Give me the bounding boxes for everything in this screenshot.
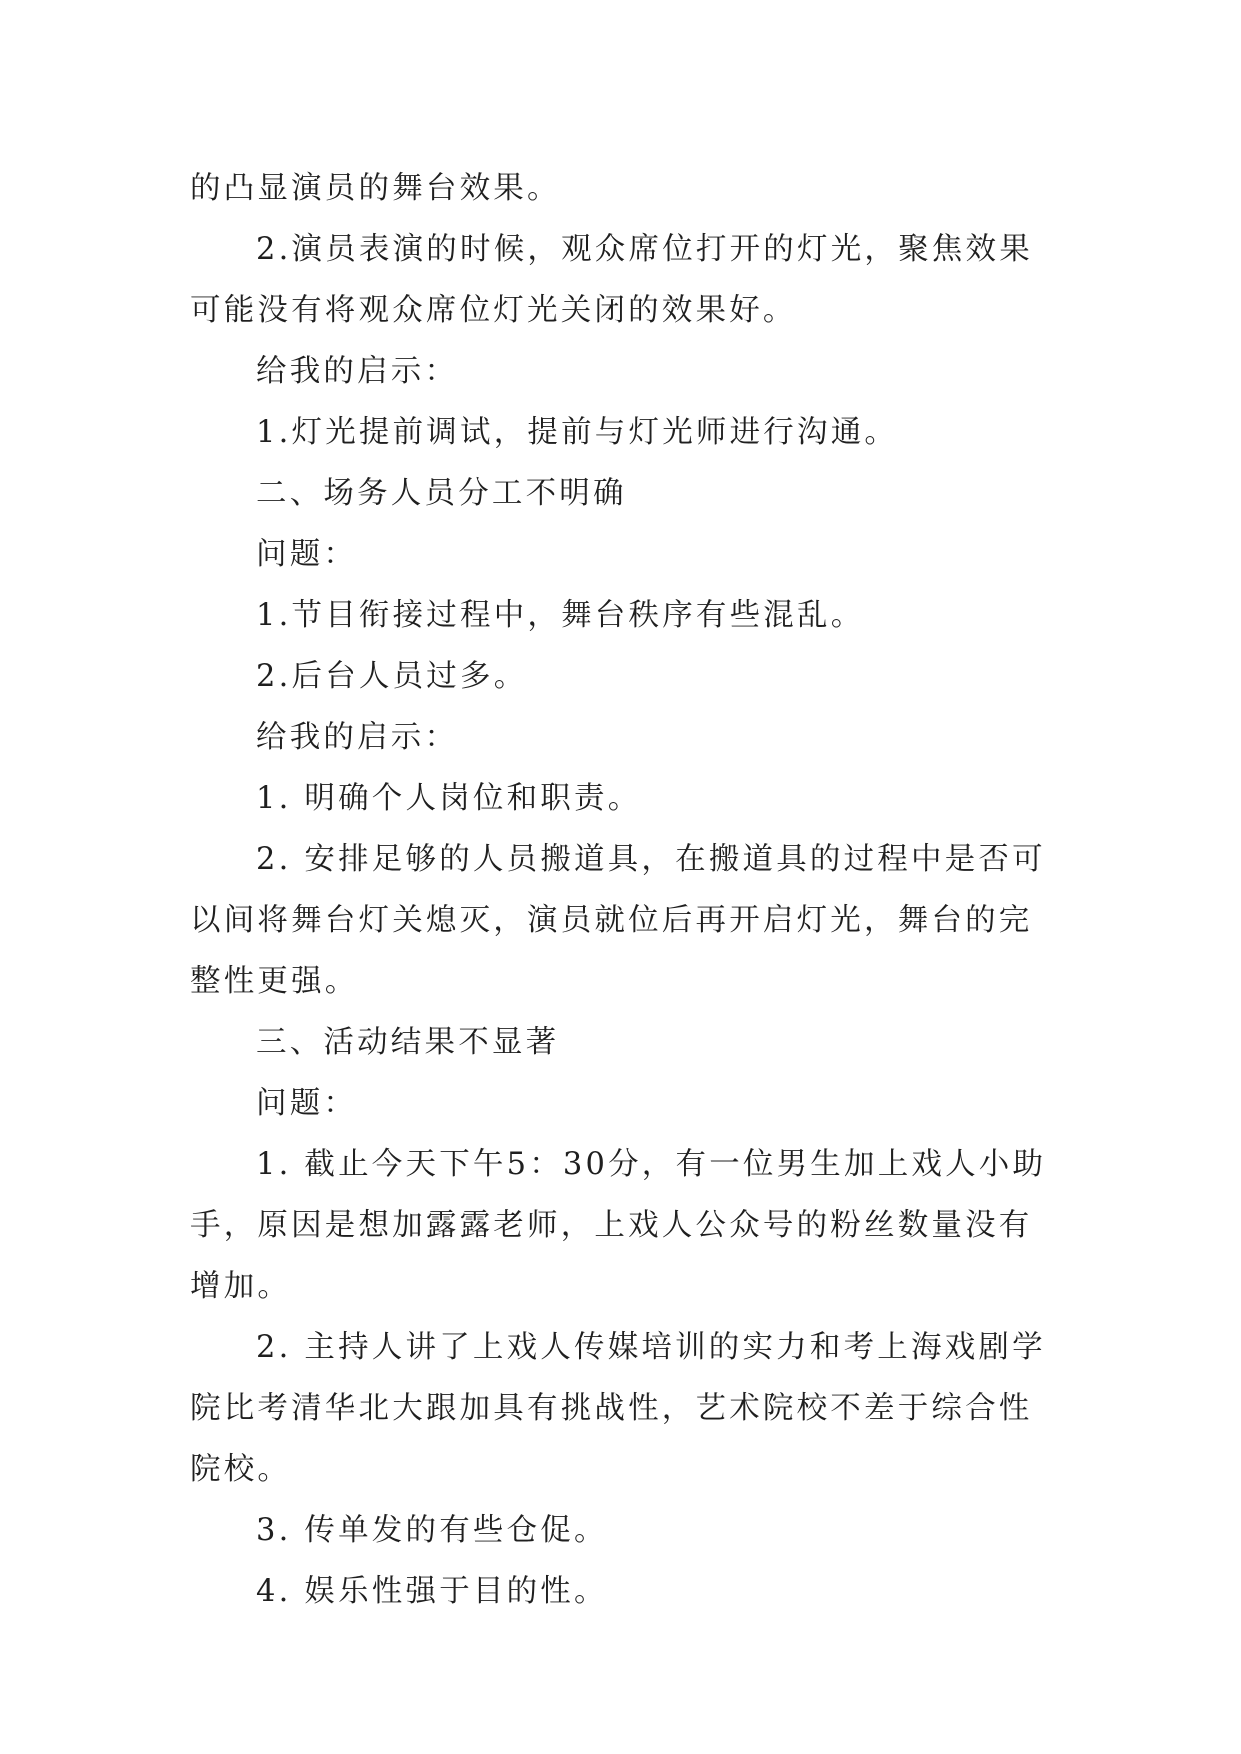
paragraph: 给我的启示： — [256, 720, 459, 755]
paragraph: 1. 明确个人岗位和职责。 — [256, 781, 642, 816]
paragraph: 2. 主持人讲了上戏人传媒培训的实力和考上海戏剧学院比考清华北大跟加具有挑战性，艺术院校不差于综合性院校。 — [190, 1330, 1046, 1487]
paragraph: 2.后台人员过多。 — [256, 659, 528, 694]
paragraph: 3. 传单发的有些仓促。 — [256, 1513, 608, 1548]
paragraph: 2.演员表演的时候，观众席位打开的灯光，聚焦效果可能没有将观众席位灯光关闭的效果好。 — [190, 232, 1033, 328]
paragraph: 的凸显演员的舞台效果。 — [190, 171, 561, 206]
paragraph: 4. 娱乐性强于目的性。 — [256, 1574, 608, 1609]
paragraph: 1. 截止今天下午5：30分，有一位男生加上戏人小助手，原因是想加露露老师，上戏人公众号的粉丝数量没有增加。 — [190, 1147, 1047, 1304]
paragraph: 问题： — [256, 1086, 358, 1121]
paragraph: 问题： — [256, 537, 358, 572]
section-heading: 三、活动结果不显著 — [256, 1025, 560, 1060]
section-heading: 二、场务人员分工不明确 — [256, 476, 627, 511]
paragraph: 1.节目衔接过程中，舞台秩序有些混乱。 — [256, 598, 865, 633]
paragraph: 2. 安排足够的人员搬道具，在搬道具的过程中是否可以间将舞台灯关熄灭，演员就位后再开启灯光，舞台的完整性更强。 — [190, 842, 1046, 999]
document-body — [190, 158, 1060, 1622]
paragraph: 给我的启示： — [256, 354, 459, 389]
paragraph: 1.灯光提前调试，提前与灯光师进行沟通。 — [256, 415, 899, 450]
